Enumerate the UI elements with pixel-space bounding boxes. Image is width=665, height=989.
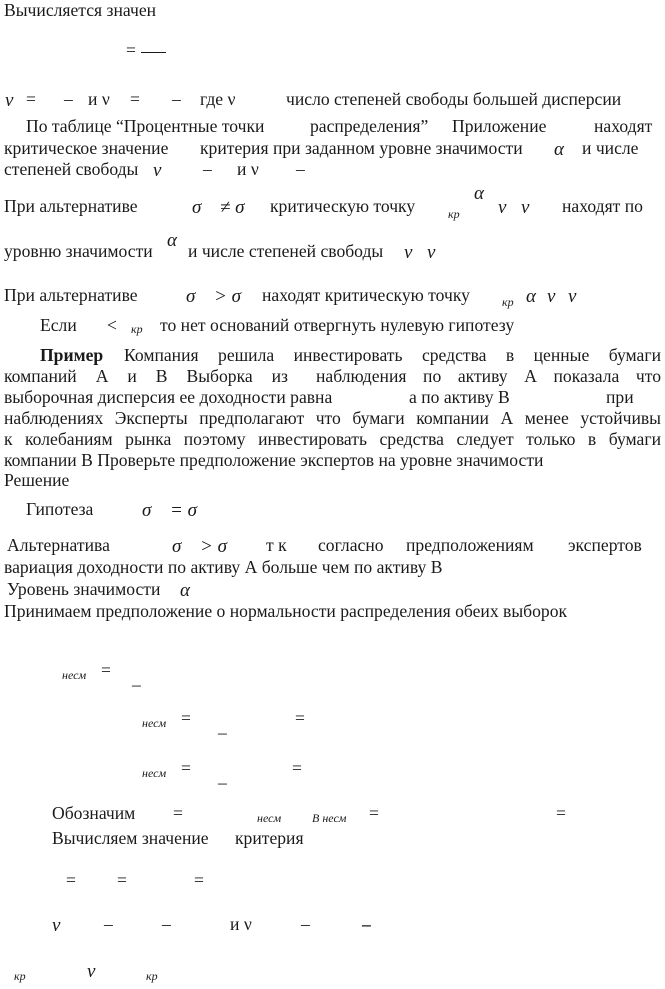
formula-line (0, 916, 665, 938)
solution-heading: Решение (4, 470, 70, 490)
text-fragment: При альтернативе (4, 285, 138, 305)
text-fragment: наблюдения по активу А показала что (316, 366, 661, 386)
text-fragment: вариация доходности по активу А больше чем по активу В (4, 557, 443, 577)
text-fragment: – (203, 159, 212, 179)
text-fragment: согласно (318, 535, 384, 555)
formula-equals: = (181, 708, 191, 728)
formula-line (0, 872, 665, 894)
text-fragment: то нет оснований отвергнуть нулевую гипотезу (160, 315, 515, 335)
text-fragment: Гипотеза (26, 499, 94, 519)
text-line (0, 230, 665, 265)
formula-equals: = (126, 40, 136, 60)
formula-equals: = (173, 803, 183, 823)
text-fragment: ≠ σ (220, 197, 245, 218)
text-line (0, 183, 665, 221)
text-fragment: Вычисляем значение (52, 828, 209, 848)
text-fragment: т к (266, 535, 287, 555)
nu-symbol: ν (547, 286, 556, 307)
text-fragment: критерия (235, 828, 304, 848)
text-fragment: экспертов (568, 535, 642, 555)
text-line (0, 501, 665, 523)
text-fragment: Принимаем предположение о нормальности распределения обеих выборок (4, 601, 568, 621)
text-fragment: – (162, 914, 171, 934)
text-fragment: находят по (562, 196, 643, 216)
text-fragment: число степеней свободы большей дисперсии (286, 89, 622, 109)
formula-line (0, 660, 665, 688)
subscript-kr: кр (14, 969, 26, 983)
text-line (0, 537, 665, 559)
subscript-nesm: несм (257, 811, 282, 825)
text-fragment: предположениям (406, 535, 534, 555)
text-fragment: находят критическую точку (262, 285, 470, 305)
fraction-bar: _ (132, 668, 141, 688)
text-fragment: к колебаниям рынка поэтому инвестировать средства следует только в бумаги (4, 429, 661, 449)
formula-equals: = (117, 870, 127, 890)
text-fragment: распределения” (310, 116, 429, 136)
text-line (0, 603, 665, 625)
subscript-kr: кр (502, 295, 514, 309)
text-line (0, 161, 665, 183)
sigma-symbol: σ (186, 286, 196, 307)
nu-symbol: ν (427, 242, 436, 263)
text-line (0, 472, 665, 494)
text-line (0, 118, 665, 140)
formula-equals: = (295, 708, 305, 728)
text-fragment: Компания решила инвестировать средства в ценные бумаги (124, 345, 661, 365)
text-fragment: компании В Проверьте предположение экспертов на уровне значимости (4, 450, 544, 470)
text-fragment: – (301, 914, 310, 934)
text-fragment: > σ (200, 536, 227, 557)
text-fragment: Уровень значимости (7, 579, 161, 599)
text-line (0, 830, 665, 852)
text-line (0, 559, 665, 581)
text-fragment: – (64, 89, 73, 109)
text-fragment: и ν (230, 914, 252, 934)
nu-symbol: ν (404, 242, 413, 263)
sigma-symbol: σ (142, 500, 152, 521)
alpha-symbol: α (167, 230, 177, 251)
formula-equals: = (292, 758, 302, 778)
text-fragment: – (362, 914, 371, 934)
text-fragment: уровню значимости (4, 241, 153, 261)
text-fragment: выборочная дисперсия ее доходности равна (4, 387, 333, 407)
alpha-symbol: α (526, 286, 536, 307)
text-line (0, 581, 665, 603)
text-fragment: Если (40, 315, 77, 335)
nu-symbol: ν (153, 160, 162, 181)
formula-equals: = (66, 870, 76, 890)
text-fragment: Вычисляется значен (4, 0, 157, 20)
sigma-symbol: σ (192, 197, 202, 218)
text-fragment: а по активу В (409, 387, 510, 407)
text-fragment: Обозначим (52, 803, 136, 823)
text-fragment: По таблице “Процентные точки (26, 116, 265, 136)
text-fragment: < (107, 315, 117, 335)
formula-equals: = (101, 660, 111, 680)
text-fragment: при (606, 387, 634, 407)
fraction-bar: _ (218, 716, 227, 736)
text-fragment: критерия при заданном уровне значимости (200, 138, 523, 158)
text-fragment: Приложение (452, 116, 547, 136)
text-line (0, 452, 665, 474)
text-fragment: и ν (237, 159, 259, 179)
text-fragment: критическое значение (4, 138, 169, 158)
text-fragment: = σ (170, 500, 197, 521)
subscript-nesm: несм (62, 668, 87, 682)
text-fragment: – (172, 89, 181, 109)
formula-equals: = (181, 758, 191, 778)
formula-line (0, 805, 665, 827)
sigma-symbol: σ (172, 536, 182, 557)
text-line (0, 91, 665, 113)
text-fragment: находят (594, 116, 653, 136)
text-fragment: критическую точку (270, 196, 416, 216)
text-fragment: При альтернативе (4, 196, 138, 216)
text-fragment: наблюдениях Эксперты предполагают что бумаги компании А менее устойчивы (4, 408, 661, 428)
subscript-nesm: несм (142, 766, 167, 780)
text-line (0, 287, 665, 309)
text-line (0, 2, 665, 24)
formula-line (0, 962, 665, 984)
example-heading: Пример (40, 345, 104, 365)
nu-symbol: ν (568, 286, 577, 307)
alpha-symbol: α (180, 580, 190, 601)
nu-symbol: ν (87, 961, 96, 982)
text-fragment: и ν (88, 89, 110, 109)
nu-symbol: ν (498, 197, 507, 218)
text-fragment: = (26, 89, 36, 109)
text-line (0, 317, 665, 339)
fraction-bar: _ (218, 766, 227, 786)
nu-symbol: ν (52, 915, 61, 936)
alpha-symbol: α (474, 183, 484, 204)
nu-symbol: ν (521, 197, 530, 218)
text-fragment: – (296, 159, 305, 179)
subscript-kr: кр (131, 322, 143, 336)
fraction-bar (141, 52, 166, 53)
subscript-v-nesm: В несм (312, 811, 347, 825)
subscript-kr: кр (448, 207, 460, 221)
subscript-nesm: несм (142, 716, 167, 730)
text-fragment: и числе (582, 138, 639, 158)
text-fragment: компаний А и В Выборка из (4, 366, 288, 386)
formula-line (0, 708, 665, 736)
text-fragment: Альтернатива (7, 535, 110, 555)
formula-equals: = (556, 803, 566, 823)
formula-line (0, 758, 665, 786)
formula-equals: = (194, 870, 204, 890)
text-fragment: и числе степеней свободы (188, 241, 384, 261)
formula-line (0, 42, 665, 64)
text-fragment: степеней свободы (4, 159, 139, 179)
text-fragment: = (130, 89, 140, 109)
text-fragment: – (104, 914, 113, 934)
alpha-symbol: α (554, 139, 564, 160)
formula-equals: = (369, 803, 379, 823)
text-fragment: где ν (200, 89, 236, 109)
text-fragment: > σ (214, 286, 241, 307)
subscript-kr: кр (146, 969, 158, 983)
nu-symbol: ν (5, 90, 14, 111)
